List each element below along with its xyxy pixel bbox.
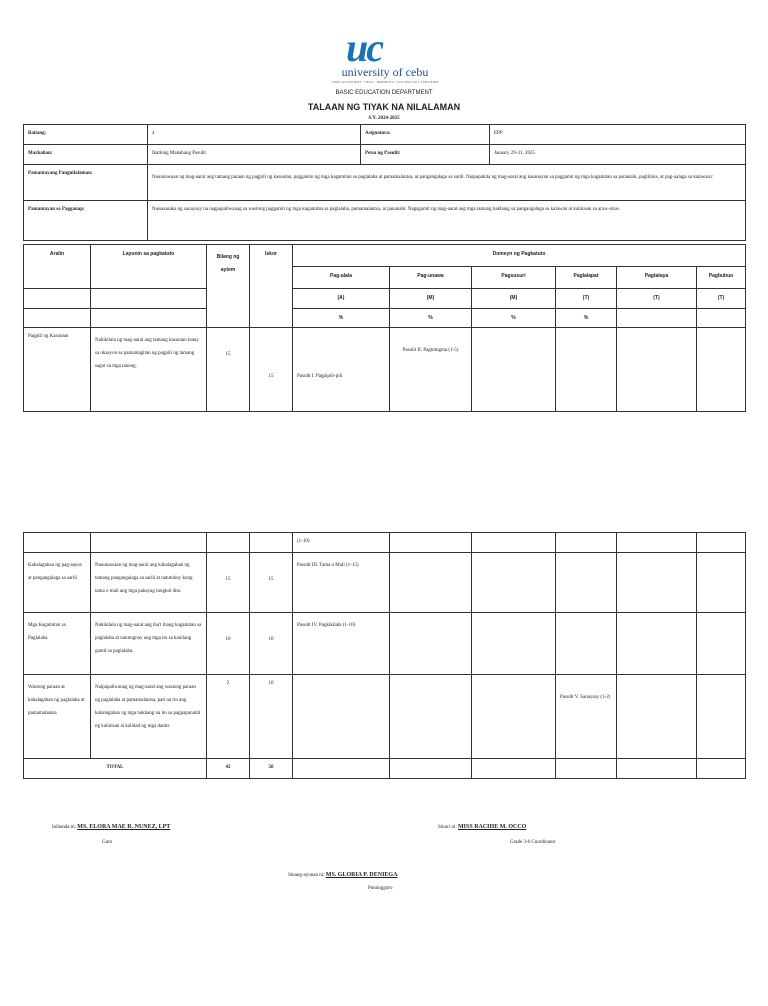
pct-4: % [556, 309, 617, 328]
blank-cell [697, 309, 746, 328]
blank-cell [617, 553, 697, 613]
logo-tagline: CHED-AUTONOMY • IBSG • IBMSBUSS • ISO 9001:2015 CERTIFIED [331, 80, 439, 84]
blank-cell [697, 675, 746, 759]
blank-cell [556, 613, 617, 675]
row3-iskor: 10 [250, 613, 293, 675]
row3-aralin: Mga Kagamitan sa Paglalaba [24, 613, 91, 675]
blank-cell [472, 553, 556, 613]
row3-bilang: 10 [207, 613, 250, 675]
col-paglalapat: Paglalapat [556, 267, 617, 289]
checked-label: Sinuri ni: [438, 825, 457, 830]
blank-cell [617, 533, 697, 553]
blank-cell [617, 675, 697, 759]
petsa-value: January 29-31, 2025 [490, 145, 746, 165]
blank-cell [556, 533, 617, 553]
row1-layunin: Nakikilala ng mag-aaral ang tamang kasuotan batay sa okasyon sa pamamagitan ng pagpili ng tamang sagot sa mga tanong. [91, 328, 207, 412]
blank-cell [472, 675, 556, 759]
checked-role: Grade 3-6 Coordinator [510, 840, 556, 845]
logo-mark: uc [346, 25, 382, 70]
blank-cell [390, 759, 472, 779]
col-pag-alala: Pag-alala [293, 267, 390, 289]
blank-cell [91, 309, 207, 328]
pagganap-value: Naisasasaka ng sanaysay na nagpapaliwanag sa wastong paggamit ng mga kagamitan sa paglalaba, pamamalantsa, at pananahi. Nagagamit ng mag-aaral ang mga tamang hakbang sa pangangalaga sa kalawan at kalinisan sa araw-araw. [148, 201, 746, 241]
blank-cell [472, 533, 556, 553]
prepared-role: Guro [102, 840, 113, 845]
info-table [23, 124, 746, 241]
spec-table [23, 244, 746, 412]
row4-bilang: 2 [207, 675, 250, 759]
blank-cell [617, 613, 697, 675]
col-pag-unawa: Pag-unawa [390, 267, 472, 289]
row2-pag-alala: Pasulit III. Tama o Mali (1-15) [293, 553, 390, 613]
approved-label: Sinang-ayunan ni: [288, 873, 325, 878]
document-title: TALAAN NG TIYAK NA NILALAMAN [307, 102, 461, 112]
pagganap-label: Pamantayan sa Pagganap: [24, 201, 148, 241]
row1-pag-alala: Pasulit I. Pagpipili-pili [293, 328, 390, 412]
department: BASIC EDUCATION DEPARTMENT [335, 90, 433, 96]
blank-cell [293, 759, 390, 779]
row4-iskor: 10 [250, 675, 293, 759]
table-row [24, 613, 746, 675]
code-m2: (M) [472, 289, 556, 309]
total-label: TOTAL [24, 759, 207, 779]
blank-cell [697, 533, 746, 553]
row3-pag-alala: Pasulit IV. Pagkikilala (1-10) [293, 613, 390, 675]
pct-1: % [293, 309, 390, 328]
table-row [24, 553, 746, 613]
blank-cell [472, 613, 556, 675]
row1-pag-unawa: Pasulit II. Pagtutugma (1-5) [390, 328, 472, 412]
blank-cell [556, 553, 617, 613]
university-logo [330, 26, 440, 86]
code-a: (A) [293, 289, 390, 309]
blank-cell [617, 759, 697, 779]
pamantayang-label: Pamantayang Pangnilalaman: [24, 165, 148, 201]
code-t2: (T) [617, 289, 697, 309]
blank-cell [293, 675, 390, 759]
blank-cell [250, 533, 293, 553]
asignatura-value: EPP [490, 125, 746, 145]
row4-layunin: Naipapaliwanag ng mag-aaral ang wastong paraan ng paglalaba at pamamalantsa, pati na rin ang kahalagahan ng mga hakbang na ito sa pagpapanatili ng kalinisan at kalidad ng mga damit. [91, 675, 207, 759]
col-bilang: Bilang ng aytem [207, 245, 250, 328]
blank-cell [472, 759, 556, 779]
blank-cell [617, 328, 697, 412]
markahan-value: Ikatlong Mahabang Pasulit [148, 145, 361, 165]
row3-layunin: Nakikilala ng mag-aaral ang iba't ibang kagamitan sa paglalaba at natutugnay ang mga ito sa kanilang gamit sa paglalaba. [91, 613, 207, 675]
row2-aralin: Kahalagahan ng pag-aayos at pangangalaga sa sarili [24, 553, 91, 613]
prepared-name: MS. ELORA MAE R. NUNEZ, LPT [77, 824, 171, 830]
school-year: S.Y. 2024-2025 [368, 116, 400, 121]
logo-name: university of cebu [341, 65, 429, 79]
blank-cell [24, 309, 91, 328]
blank-cell [472, 328, 556, 412]
baitang-label: Baitang: [24, 125, 148, 145]
approved-name: MS. GLORIA P. DENIEGA [325, 872, 398, 878]
row2-layunin: Nauunawaan ng mag-aaral ang kahalagahan ng tamang pangangalaga sa sarili at natutukoy kung tama o mali ang mga pahayag tungkol dito. [91, 553, 207, 613]
col-pagbubuo: Pagbubuo [697, 267, 746, 289]
baitang-value: 4 [148, 125, 361, 145]
spec-table-continued [23, 532, 746, 779]
code-t3: (T) [697, 289, 746, 309]
code-t1: (T) [556, 289, 617, 309]
total-iskor: 50 [250, 759, 293, 779]
row4-paglalapat: Pasulit V. Sanaysay (1-2) [556, 675, 617, 759]
col-iskor: Iskor [250, 245, 293, 328]
col-pagsusuri: Pagsusuri [472, 267, 556, 289]
col-layunin: Layunin sa pagkatuto [91, 245, 207, 289]
blank-cell [697, 613, 746, 675]
blank-cell [91, 533, 207, 553]
approved-by [288, 872, 397, 878]
blank-cell [617, 309, 697, 328]
total-bilang: 42 [207, 759, 250, 779]
blank-cell [390, 533, 472, 553]
table-row [24, 675, 746, 759]
row4-aralin: Wastong paraan at kahalagahan ng paglalaba at pamamalantsa [24, 675, 91, 759]
checked-name: MISS RACHIE M. OCCO [458, 824, 527, 830]
pamantayang-value: Nauunawaan ng mag-aaral ang tamang paraan ng pagpili ng kasuotan, pagganito ng mga kagamitan sa paglalaba at pamamalantsa, at pangangalaga sa sarili. Naipapakita ng mag-aaral ang kasanayan sa paggamit ng mga kagamitan sa pananahi, paglilinis, at pag-aalaga sa katawan.r [148, 165, 746, 201]
prepared-label: Inihanda ni: [52, 825, 77, 830]
code-m1: (M) [390, 289, 472, 309]
blank-cell [556, 328, 617, 412]
prepared-by [52, 824, 170, 830]
blank-cell [697, 553, 746, 613]
blank-cell [390, 675, 472, 759]
row1-iskor: 15 [250, 328, 293, 412]
blank-cell [390, 613, 472, 675]
blank-cell [390, 553, 472, 613]
pct-2: % [390, 309, 472, 328]
blank-cell [697, 328, 746, 412]
row2-bilang: 15 [207, 553, 250, 613]
col-domeyn: Domeyn ng Pagkatuto [293, 245, 746, 267]
checked-by [438, 824, 526, 830]
petsa-label: Petsa ng Pasulit: [361, 145, 490, 165]
blank-cell [556, 759, 617, 779]
pct-3: % [472, 309, 556, 328]
total-row [24, 759, 746, 779]
row1-bilang: 15 [207, 328, 250, 412]
row2-iskor: 15 [250, 553, 293, 613]
col-aralin: Aralin [24, 245, 91, 289]
blank-cell [207, 533, 250, 553]
markahan-label: Markahan: [24, 145, 148, 165]
row1-aralin: Pagpili ng Kasuotan [24, 328, 91, 412]
blank-cell [24, 533, 91, 553]
blank-cell [697, 759, 746, 779]
table-row [24, 328, 746, 412]
approved-role: Punongguro [368, 886, 393, 891]
row1-pag-alala-cont: (1-10) [293, 533, 390, 553]
col-pagtataya: Pagtataya [617, 267, 697, 289]
blank-cell [24, 289, 91, 309]
asignatura-label: Asignatura: [361, 125, 490, 145]
blank-cell [91, 289, 207, 309]
